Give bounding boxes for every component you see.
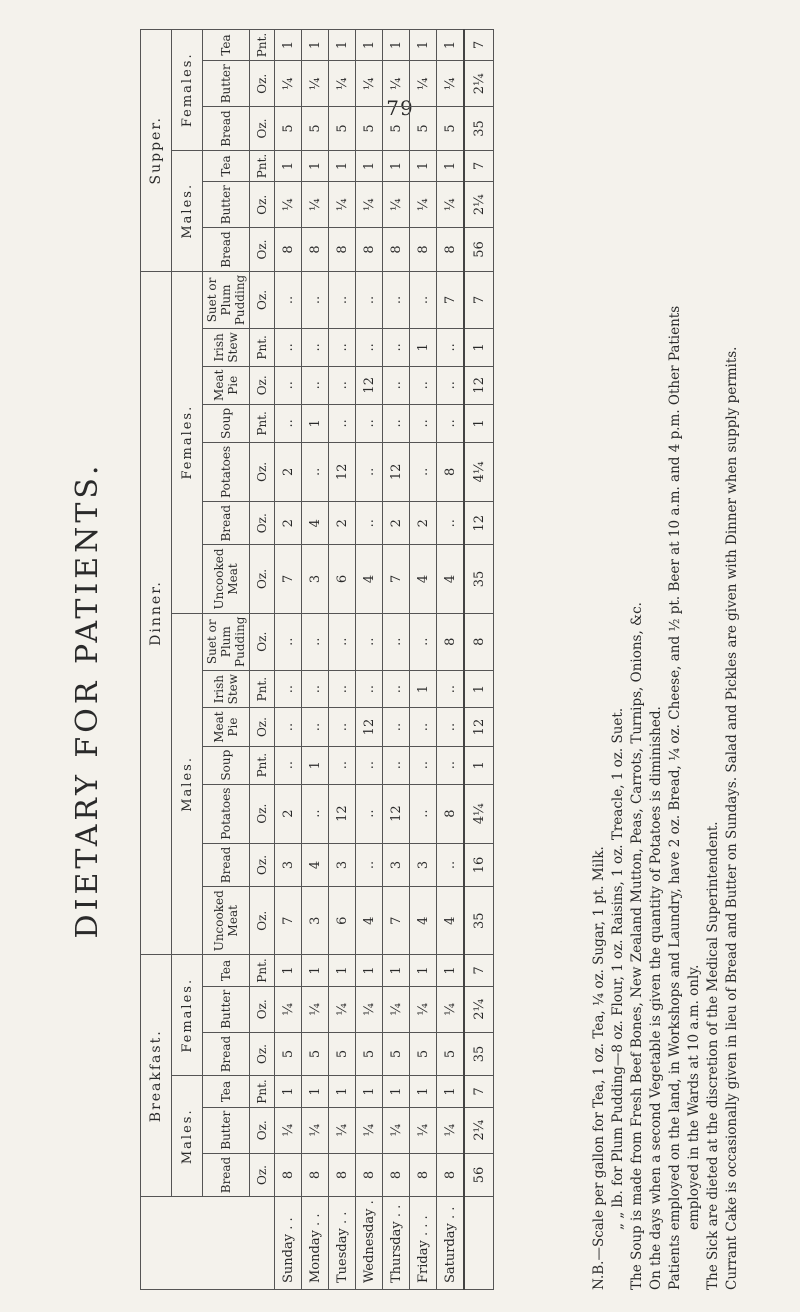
table-cell: ..	[329, 366, 356, 404]
table-cell: ¼	[275, 986, 302, 1032]
table-cell: ¼	[275, 182, 302, 228]
table-cell: 4	[410, 887, 437, 955]
table-cell: ..	[275, 708, 302, 746]
table-cell: ..	[410, 708, 437, 746]
supper-females-header: Females.	[172, 29, 203, 150]
table-cell: 1	[410, 955, 437, 986]
table-cell: 1	[329, 150, 356, 181]
table-cell: 1	[356, 1076, 383, 1107]
table-cell: ..	[302, 271, 329, 328]
table-cell: 5	[275, 1032, 302, 1076]
item-header: Suet or Plum Pudding	[203, 271, 250, 328]
table-cell: ¼	[437, 182, 465, 228]
table-cell: 1	[329, 29, 356, 60]
table-row	[437, 29, 465, 1289]
table-cell: 5	[275, 107, 302, 151]
table-cell: 1	[329, 955, 356, 986]
table-cell: 1	[302, 746, 329, 784]
unit-header: Pnt.	[250, 1076, 275, 1107]
table-cell: 8	[356, 1153, 383, 1197]
table-cell: ..	[383, 404, 410, 442]
table-cell: ..	[383, 271, 410, 328]
dietary-table-body	[275, 29, 494, 1289]
table-cell: 2	[275, 501, 302, 545]
item-header: Bread	[203, 1153, 250, 1197]
table-cell: 4	[437, 887, 465, 955]
unit-header: Oz.	[250, 1153, 275, 1197]
total-cell: 4¼	[464, 784, 494, 843]
table-cell: ..	[437, 329, 465, 366]
item-header: Tea	[203, 1076, 250, 1107]
item-header: Bread	[203, 843, 250, 887]
table-cell: 1	[383, 150, 410, 181]
table-cell: ..	[437, 366, 465, 404]
total-cell: 12	[464, 366, 494, 404]
table-cell: ¼	[356, 182, 383, 228]
table-cell: 8	[302, 1153, 329, 1197]
item-header: Butter	[203, 61, 250, 107]
unit-header: Oz.	[250, 986, 275, 1032]
table-cell: ..	[383, 329, 410, 366]
table-cell: 5	[356, 1032, 383, 1076]
table-cell: 7	[383, 887, 410, 955]
unit-header: Oz.	[250, 182, 275, 228]
item-header: Irish Stew	[203, 670, 250, 707]
table-cell: ..	[437, 843, 465, 887]
table-cell: 12	[356, 708, 383, 746]
table-cell: ..	[410, 784, 437, 843]
table-cell: 7	[383, 545, 410, 613]
page-title: DIETARY FOR PATIENTS.	[70, 461, 105, 939]
table-cell: ..	[437, 404, 465, 442]
breakfast-females-header: Females.	[172, 955, 203, 1076]
table-cell: ..	[437, 746, 465, 784]
table-cell: ¼	[302, 182, 329, 228]
table-cell: 1	[356, 150, 383, 181]
table-cell: ..	[437, 501, 465, 545]
table-cell: 1	[410, 29, 437, 60]
table-cell: ¼	[410, 61, 437, 107]
table-cell: ..	[329, 613, 356, 670]
table-cell: ..	[329, 271, 356, 328]
table-cell: 1	[275, 29, 302, 60]
item-header: Suet or Plum Pudding	[203, 613, 250, 670]
table-cell: 5	[410, 1032, 437, 1076]
table-cell: 12	[356, 366, 383, 404]
table-cell: 1	[383, 1076, 410, 1107]
day-label: Thursday . .	[383, 1197, 410, 1290]
table-cell: ..	[275, 746, 302, 784]
note-line: Currant Cake is occasionally given in lieu of Bread and Butter on Sundays. Salad and Pickles are given with Dinner when supply permits.	[724, 346, 740, 1290]
table-row	[302, 29, 329, 1289]
total-cell: 7	[464, 271, 494, 328]
table-cell: 2	[329, 501, 356, 545]
table-row	[410, 29, 437, 1289]
table-cell: ..	[410, 366, 437, 404]
table-cell: 1	[356, 955, 383, 986]
table-cell: ¼	[383, 182, 410, 228]
note-line: Patients employed on the land, in Workshops and Laundry, have 2 oz. Bread, ¼ oz. Cheese, and ½ pt. Beer at 10 a.m. and 4 p.m. Other Patients	[667, 305, 683, 1290]
total-cell: 1	[464, 404, 494, 442]
item-header: Irish Stew	[203, 329, 250, 366]
table-cell: 8	[329, 1153, 356, 1197]
day-label: Monday . .	[302, 1197, 329, 1290]
item-header: Butter	[203, 986, 250, 1032]
table-cell: 8	[329, 228, 356, 272]
table-cell: ..	[275, 271, 302, 328]
page-number: 79	[386, 96, 414, 120]
table-cell: 8	[410, 228, 437, 272]
item-header: Tea	[203, 150, 250, 181]
table-cell: 8	[275, 228, 302, 272]
table-cell: 8	[437, 442, 465, 501]
table-cell: ..	[356, 613, 383, 670]
item-header: Soup	[203, 746, 250, 784]
table-cell: ..	[275, 613, 302, 670]
table-cell: ..	[356, 329, 383, 366]
table-cell: ..	[437, 708, 465, 746]
table-cell: ¼	[437, 1107, 465, 1153]
table-cell: ¼	[383, 61, 410, 107]
table-cell: ¼	[329, 61, 356, 107]
table-cell: ..	[302, 708, 329, 746]
supper-header: Supper.	[141, 29, 172, 271]
table-cell: ..	[302, 784, 329, 843]
unit-header: Pnt.	[250, 955, 275, 986]
table-cell: ..	[329, 670, 356, 707]
table-cell: ..	[383, 670, 410, 707]
table-cell: 1	[410, 329, 437, 366]
unit-header: Oz.	[250, 887, 275, 955]
table-cell: ¼	[383, 1107, 410, 1153]
breakfast-header: Breakfast.	[141, 955, 172, 1197]
item-header: Uncooked Meat	[203, 887, 250, 955]
notes	[590, 110, 742, 1290]
table-cell: 12	[329, 442, 356, 501]
table-cell: 1	[302, 955, 329, 986]
unit-header: Pnt.	[250, 329, 275, 366]
table-cell: 8	[437, 613, 465, 670]
note-line: N.B.—Scale per gallon for Tea, 1 oz. Tea, ¼ oz. Sugar, 1 pt. Milk.	[591, 846, 607, 1290]
table-cell: ¼	[302, 1107, 329, 1153]
table-cell: ¼	[356, 61, 383, 107]
supper-males-header: Males.	[172, 150, 203, 271]
unit-header: Oz.	[250, 442, 275, 501]
table-cell: 8	[410, 1153, 437, 1197]
total-cell: 35	[464, 887, 494, 955]
breakfast-males-header: Males.	[172, 1076, 203, 1197]
table-cell: ¼	[383, 986, 410, 1032]
table-cell: ..	[383, 746, 410, 784]
table-cell: 12	[383, 442, 410, 501]
table-cell: 6	[329, 545, 356, 613]
table-cell: 3	[329, 843, 356, 887]
table-cell: 3	[302, 545, 329, 613]
table-cell: ¼	[275, 61, 302, 107]
unit-header: Oz.	[250, 501, 275, 545]
unit-header: Oz.	[250, 61, 275, 107]
total-cell: 8	[464, 613, 494, 670]
table-cell: 8	[302, 228, 329, 272]
table-cell: ..	[329, 746, 356, 784]
table-cell: 5	[410, 107, 437, 151]
total-cell: 56	[464, 228, 494, 272]
table-cell: 2	[275, 442, 302, 501]
table-cell: ..	[356, 784, 383, 843]
table-cell: 3	[302, 887, 329, 955]
unit-header: Oz.	[250, 613, 275, 670]
total-cell: 35	[464, 545, 494, 613]
table-cell: ..	[437, 670, 465, 707]
table-cell: 1	[410, 1076, 437, 1107]
table-cell: 7	[437, 271, 465, 328]
item-header: Bread	[203, 228, 250, 272]
item-header: Bread	[203, 1032, 250, 1076]
table-cell: 1	[383, 955, 410, 986]
total-cell: 2¼	[464, 182, 494, 228]
table-cell: 8	[437, 784, 465, 843]
table-cell: 8	[356, 228, 383, 272]
total-cell: 12	[464, 501, 494, 545]
unit-header: Pnt.	[250, 150, 275, 181]
table-cell: 1	[275, 955, 302, 986]
table-cell: 5	[383, 1032, 410, 1076]
table-cell: ¼	[329, 1107, 356, 1153]
item-header: Soup	[203, 404, 250, 442]
table-cell: ¼	[302, 986, 329, 1032]
table-cell: 3	[410, 843, 437, 887]
table-cell: 5	[329, 107, 356, 151]
table-cell: 5	[302, 1032, 329, 1076]
unit-header: Oz.	[250, 545, 275, 613]
total-cell: 35	[464, 1032, 494, 1076]
day-column-header	[141, 1197, 275, 1290]
table-cell: ..	[356, 501, 383, 545]
table-cell: ¼	[329, 986, 356, 1032]
table-cell: ..	[383, 708, 410, 746]
note-line: „ „ lb. for Plum Pudding—8 oz. Flour, 1 oz. Raisins, 1 oz. Treacle, 1 oz. Suet.	[610, 707, 626, 1230]
item-header: Butter	[203, 1107, 250, 1153]
day-label: Saturday . .	[437, 1197, 465, 1290]
total-cell: 1	[464, 670, 494, 707]
dinner-males-header: Males.	[172, 613, 203, 955]
table-cell: 7	[275, 887, 302, 955]
table-cell: 4	[437, 545, 465, 613]
table-cell: 3	[275, 843, 302, 887]
table-cell: 4	[356, 887, 383, 955]
table-cell: ¼	[356, 986, 383, 1032]
item-header: Potatoes	[203, 784, 250, 843]
table-cell: 2	[275, 784, 302, 843]
table-cell: 1	[302, 150, 329, 181]
table-cell: 1	[437, 1076, 465, 1107]
table-cell: 4	[302, 501, 329, 545]
table-cell: ..	[329, 708, 356, 746]
unit-header: Pnt.	[250, 746, 275, 784]
table-cell: 5	[383, 107, 410, 151]
table-cell: ..	[356, 442, 383, 501]
table-cell: ..	[302, 329, 329, 366]
table-cell: 1	[437, 150, 465, 181]
table-cell: 4	[302, 843, 329, 887]
day-label: Wednesday .	[356, 1197, 383, 1290]
note-line: On the days when a second Vegetable is given the quantity of Potatoes is diminished.	[648, 706, 664, 1290]
item-header: Meat Pie	[203, 366, 250, 404]
table-cell: ¼	[410, 182, 437, 228]
total-cell: 1	[464, 746, 494, 784]
total-cell: 4¼	[464, 442, 494, 501]
table-cell: 8	[437, 228, 465, 272]
table-cell: ..	[329, 404, 356, 442]
table-cell: ..	[302, 670, 329, 707]
table-cell: ¼	[437, 61, 465, 107]
table-cell: ..	[410, 442, 437, 501]
table-cell: 1	[356, 29, 383, 60]
table-cell: 7	[275, 545, 302, 613]
table-cell: ..	[410, 613, 437, 670]
table-cell: 1	[410, 670, 437, 707]
total-cell: 35	[464, 107, 494, 151]
total-cell: 7	[464, 150, 494, 181]
total-cell: 2¼	[464, 61, 494, 107]
table-cell: ¼	[302, 61, 329, 107]
total-cell: 7	[464, 29, 494, 60]
table-cell: 4	[356, 545, 383, 613]
unit-header: Oz.	[250, 107, 275, 151]
table-cell: 5	[302, 107, 329, 151]
table-row	[356, 29, 383, 1289]
table-cell: ..	[302, 442, 329, 501]
table-cell: 1	[275, 150, 302, 181]
table-cell: 5	[356, 107, 383, 151]
table-cell: 1	[302, 29, 329, 60]
table-row	[329, 29, 356, 1289]
totals-label	[464, 1197, 494, 1290]
total-cell: 2¼	[464, 986, 494, 1032]
unit-header: Oz.	[250, 271, 275, 328]
table-cell: ..	[356, 746, 383, 784]
unit-header: Oz.	[250, 708, 275, 746]
item-header: Tea	[203, 29, 250, 60]
table-cell: 1	[302, 404, 329, 442]
table-cell: 2	[410, 501, 437, 545]
table-cell: 5	[437, 107, 465, 151]
table-cell: ..	[275, 404, 302, 442]
table-cell: 8	[437, 1153, 465, 1197]
dietary-table	[140, 29, 494, 1290]
table-cell: ¼	[275, 1107, 302, 1153]
table-cell: 1	[383, 29, 410, 60]
table-cell: 8	[383, 228, 410, 272]
table-cell: ¼	[437, 986, 465, 1032]
table-cell: 12	[383, 784, 410, 843]
table-cell: 1	[437, 955, 465, 986]
table-cell: 5	[437, 1032, 465, 1076]
table-cell: ¼	[410, 986, 437, 1032]
totals-row	[464, 29, 494, 1289]
table-cell: ..	[275, 670, 302, 707]
item-header: Meat Pie	[203, 708, 250, 746]
dinner-females-header: Females.	[172, 271, 203, 613]
table-cell: ..	[410, 746, 437, 784]
table-cell: ..	[383, 613, 410, 670]
table-cell: 1	[437, 29, 465, 60]
table-cell: ¼	[410, 1107, 437, 1153]
note-line: employed in the Wards at 10 a.m. only.	[686, 964, 702, 1230]
table-cell: ..	[356, 404, 383, 442]
table-cell: 4	[410, 545, 437, 613]
table-cell: 1	[410, 150, 437, 181]
note-line: The Soup is made from Fresh Beef Bones, New Zealand Mutton, Peas, Carrots, Turnips, Onions, &c.	[629, 602, 645, 1290]
total-cell: 56	[464, 1153, 494, 1197]
unit-header: Oz.	[250, 366, 275, 404]
total-cell: 12	[464, 708, 494, 746]
table-row	[275, 29, 302, 1289]
table-cell: ..	[329, 329, 356, 366]
total-cell: 1	[464, 329, 494, 366]
table-row	[383, 29, 410, 1289]
item-header: Potatoes	[203, 442, 250, 501]
table-cell: 1	[302, 1076, 329, 1107]
unit-header: Pnt.	[250, 29, 275, 60]
table-cell: 8	[275, 1153, 302, 1197]
item-header: Bread	[203, 501, 250, 545]
unit-header: Pnt.	[250, 404, 275, 442]
table-cell: ..	[356, 271, 383, 328]
item-header: Bread	[203, 107, 250, 151]
day-label: Tuesday . .	[329, 1197, 356, 1290]
item-header: Tea	[203, 955, 250, 986]
unit-header: Oz.	[250, 1032, 275, 1076]
unit-header: Oz.	[250, 784, 275, 843]
table-cell: 12	[329, 784, 356, 843]
note-line: The Sick are dieted at the discretion of the Medical Superintendent.	[705, 821, 721, 1290]
table-cell: ¼	[329, 182, 356, 228]
table-cell: ..	[275, 329, 302, 366]
unit-header: Pnt.	[250, 670, 275, 707]
table-cell: ..	[410, 404, 437, 442]
dinner-header: Dinner.	[141, 271, 172, 955]
total-cell: 7	[464, 1076, 494, 1107]
table-cell: 3	[383, 843, 410, 887]
table-cell: 6	[329, 887, 356, 955]
table-cell: ..	[275, 366, 302, 404]
table-cell: ..	[302, 613, 329, 670]
item-header: Butter	[203, 182, 250, 228]
table-cell: 5	[329, 1032, 356, 1076]
unit-header: Oz.	[250, 1107, 275, 1153]
total-cell: 2¼	[464, 1107, 494, 1153]
total-cell: 7	[464, 955, 494, 986]
unit-header: Oz.	[250, 843, 275, 887]
table-cell: ¼	[356, 1107, 383, 1153]
table-cell: 2	[383, 501, 410, 545]
table-cell: ..	[410, 271, 437, 328]
table-cell: ..	[302, 366, 329, 404]
item-header: Uncooked Meat	[203, 545, 250, 613]
total-cell: 16	[464, 843, 494, 887]
table-cell: ..	[356, 670, 383, 707]
table-cell: 1	[275, 1076, 302, 1107]
table-cell: ..	[356, 843, 383, 887]
table-cell: ..	[383, 366, 410, 404]
day-label: Sunday . .	[275, 1197, 302, 1290]
day-label: Friday . . .	[410, 1197, 437, 1290]
table-cell: 8	[383, 1153, 410, 1197]
table-cell: 1	[329, 1076, 356, 1107]
unit-header: Oz.	[250, 228, 275, 272]
